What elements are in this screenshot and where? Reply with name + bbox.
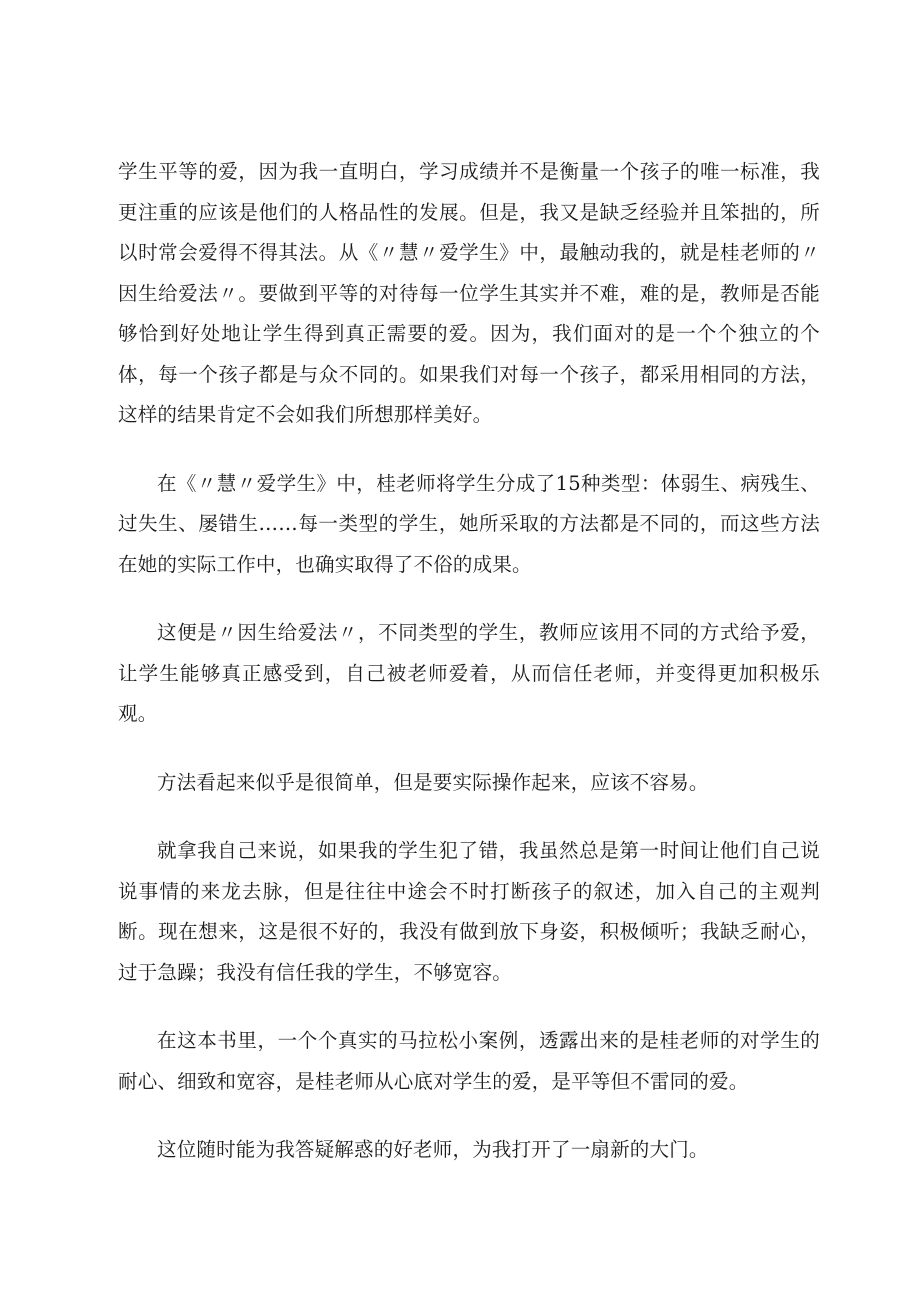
document-body <box>118 152 820 1199</box>
paragraph-3: 这便是〃因生给爱法〃，不同类型的学生，教师应该用不同的方式给予爱，让学生能够真正感受到，自己被老师爱着，从而信任老师，并变得更加积极乐观。 <box>118 621 820 725</box>
paragraph-4: 方法看起来似乎是很简单，但是要实际操作起来，应该不容易。 <box>157 770 709 794</box>
paragraph-2: 在《〃慧〃爱学生》中，桂老师将学生分成了15种类型：体弱生、病残生、过失生、屡错生……每一类型的学生，她所采取的方法都是不同的，而这些方法在她的实际工作中，也确实取得了不俗的成果。 <box>118 471 820 576</box>
paragraph-1: 学生平等的爱，因为我一直明白，学习成绩并不是衡量一个孩子的唯一标准，我更注重的应该是他们的人格品性的发展。但是，我又是缺乏经验并且笨拙的，所以时常会爱得不得其法。从《〃慧〃爱学生》中，最触动我的，就是桂老师的〃因生给爱法〃。要做到平等的对待每一位学生其实并不难，难的是，教师是否能够恰到好处地让学生得到真正需要的爱。因为，我们面对的是一个个独立的个体，每一个孩子都是与众不同的。如果我们对每一个孩子，都采用相同的方法，这样的结果肯定不会如我们所想那样美好。 <box>118 160 820 426</box>
paragraph-5: 就拿我自己来说，如果我的学生犯了错，我虽然总是第一时间让他们自己说说事情的来龙去脉，但是往往中途会不时打断孩子的叙述，加入自己的主观判断。现在想来，这是很不好的，我没有做到放下身姿，积极倾听；我缺乏耐心，过于急躁；我没有信任我的学生，不够宽容。 <box>118 839 820 984</box>
paragraph-7: 这位随时能为我答疑解惑的好老师，为我打开了一扇新的大门。 <box>157 1138 709 1161</box>
paragraph-6: 在这本书里，一个个真实的马拉松小案例，透露出来的是桂老师的对学生的耐心、细致和宽容，是桂老师从心底对学生的爱，是平等但不雷同的爱。 <box>118 1029 820 1093</box>
